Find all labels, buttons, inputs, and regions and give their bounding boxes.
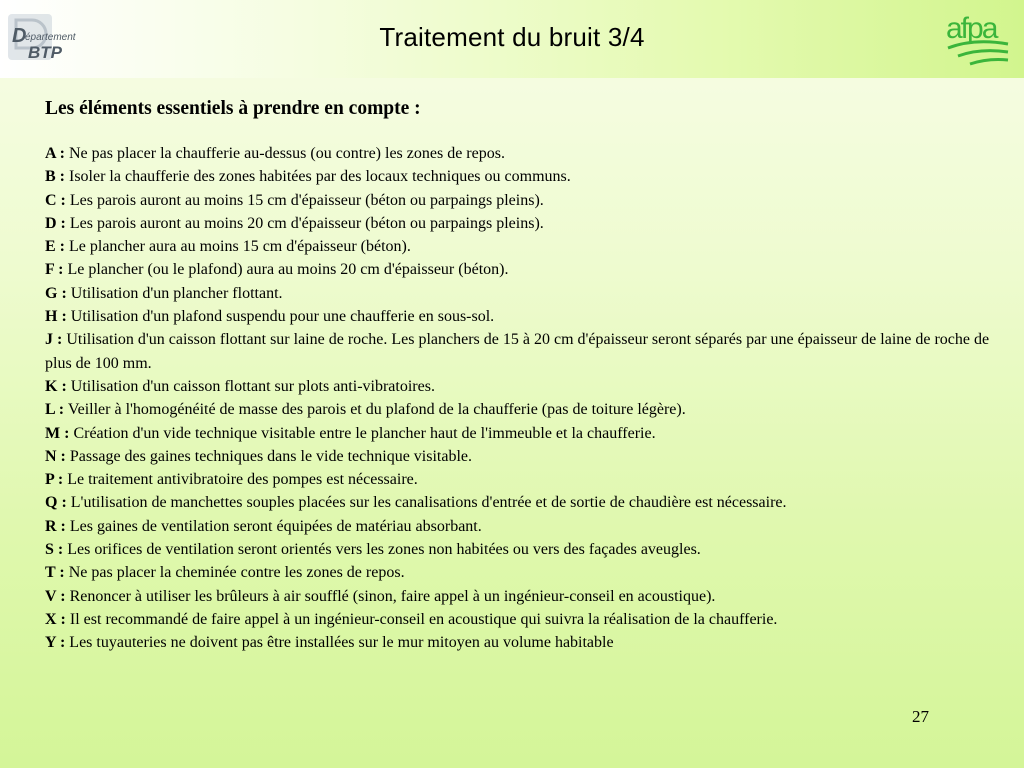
list-item — [45, 561, 995, 584]
item-text: Création d'un vide technique visitable entre le plancher haut de l'immeuble et la chaufferie. — [69, 424, 656, 442]
item-key: B : — [45, 168, 65, 186]
item-key: T : — [45, 564, 65, 582]
item-text: Le plancher (ou le plafond) aura au moins 20 cm d'épaisseur (béton). — [63, 261, 509, 279]
list-item — [45, 235, 995, 258]
item-text: Utilisation d'un caisson flottant sur plots anti-vibratoires. — [66, 377, 435, 395]
item-text: Utilisation d'un plafond suspendu pour une chaufferie en sous-sol. — [66, 308, 495, 326]
item-key: A : — [45, 145, 65, 162]
list-item — [45, 585, 995, 608]
content-heading: Les éléments essentiels à prendre en compte : — [45, 98, 421, 119]
list-item — [45, 515, 995, 538]
slide-title: Traitement du bruit 3/4 — [379, 22, 645, 52]
svg-text:BTP: BTP — [28, 43, 62, 62]
item-key: S : — [45, 541, 64, 559]
item-key: L : — [45, 401, 65, 419]
item-text: Les gaines de ventilation seront équipées de matériau absorbant. — [65, 517, 482, 535]
list-item — [45, 282, 995, 305]
content-area — [45, 98, 995, 655]
item-text: Les orifices de ventilation seront orientés vers les zones non habitées ou vers des façades aveugles. — [63, 541, 701, 559]
list-item — [45, 491, 995, 514]
item-key: P : — [45, 471, 64, 489]
item-text: Les parois auront au moins 20 cm d'épaisseur (béton ou parpaings pleins). — [65, 214, 544, 232]
item-key: M : — [45, 424, 70, 442]
list-item — [45, 538, 995, 561]
item-text: Le plancher aura au moins 15 cm d'épaisseur (béton). — [65, 238, 411, 256]
item-key: X : — [45, 610, 66, 628]
list-item — [45, 328, 995, 375]
item-key: H : — [45, 308, 67, 326]
list-item — [45, 608, 995, 631]
list-item — [45, 189, 995, 212]
item-key: K : — [45, 377, 67, 395]
svg-text:épartement: épartement — [25, 32, 76, 43]
item-text: Le traitement antivibratoire des pompes est nécessaire. — [63, 471, 418, 489]
item-text: Ne pas placer la chaufferie au-dessus (ou contre) les zones de repos. — [65, 145, 505, 162]
item-key: J : — [45, 331, 63, 349]
page-number: 27 — [912, 707, 929, 726]
item-text: Les parois auront au moins 15 cm d'épaisseur (béton ou parpaings pleins). — [65, 191, 544, 209]
item-text: Veiller à l'homogénéité de masse des parois et du plafond de la chaufferie (pas de toiture légère). — [64, 401, 686, 419]
list-item — [45, 422, 995, 445]
list-item — [45, 165, 995, 188]
item-key: Y : — [45, 634, 66, 652]
item-text: Utilisation d'un caisson flottant sur laine de roche. Les planchers de 15 à 20 cm d'épaisseur seront séparés par une épaisseur de laine de roche de plus de 100 mm. — [45, 331, 990, 372]
list-item — [45, 142, 995, 165]
item-text: Il est recommandé de faire appel à un ingénieur-conseil en acoustique qui suivra la réalisation de la chaufferie. — [65, 610, 778, 628]
item-text: L'utilisation de manchettes souples placées sur les canalisations d'entrée et de sortie de chaudière est nécessaire. — [66, 494, 787, 512]
list-item — [45, 445, 995, 468]
item-key: V : — [45, 587, 66, 605]
list-item — [45, 468, 995, 491]
item-key: G : — [45, 284, 67, 302]
item-text: Utilisation d'un plancher flottant. — [66, 284, 283, 302]
list-item — [45, 212, 995, 235]
item-text: Les tuyauteries ne doivent pas être installées sur le mur mitoyen au volume habitable — [65, 634, 614, 652]
item-key: D : — [45, 214, 66, 232]
item-key: R : — [45, 517, 66, 535]
item-key: Q : — [45, 494, 67, 512]
item-text: Ne pas placer la cheminée contre les zones de repos. — [64, 564, 405, 582]
svg-text:afpa: afpa — [946, 12, 997, 45]
item-text: Isoler la chaufferie des zones habitées par des locaux techniques ou communs. — [65, 168, 571, 186]
requirements-list — [45, 142, 995, 655]
item-key: N : — [45, 447, 66, 465]
item-key: E : — [45, 238, 65, 256]
list-item — [45, 631, 995, 654]
list-item — [45, 398, 995, 421]
item-text: Renoncer à utiliser les brûleurs à air soufflé (sinon, faire appel à un ingénieur-conseil en acoustique). — [65, 587, 716, 605]
list-item — [45, 375, 995, 398]
svg-text:D: D — [12, 25, 27, 47]
item-key: F : — [45, 261, 64, 279]
item-text: Passage des gaines techniques dans le vide technique visitable. — [65, 447, 472, 465]
list-item — [45, 258, 995, 281]
list-item — [45, 305, 995, 328]
item-key: C : — [45, 191, 66, 209]
